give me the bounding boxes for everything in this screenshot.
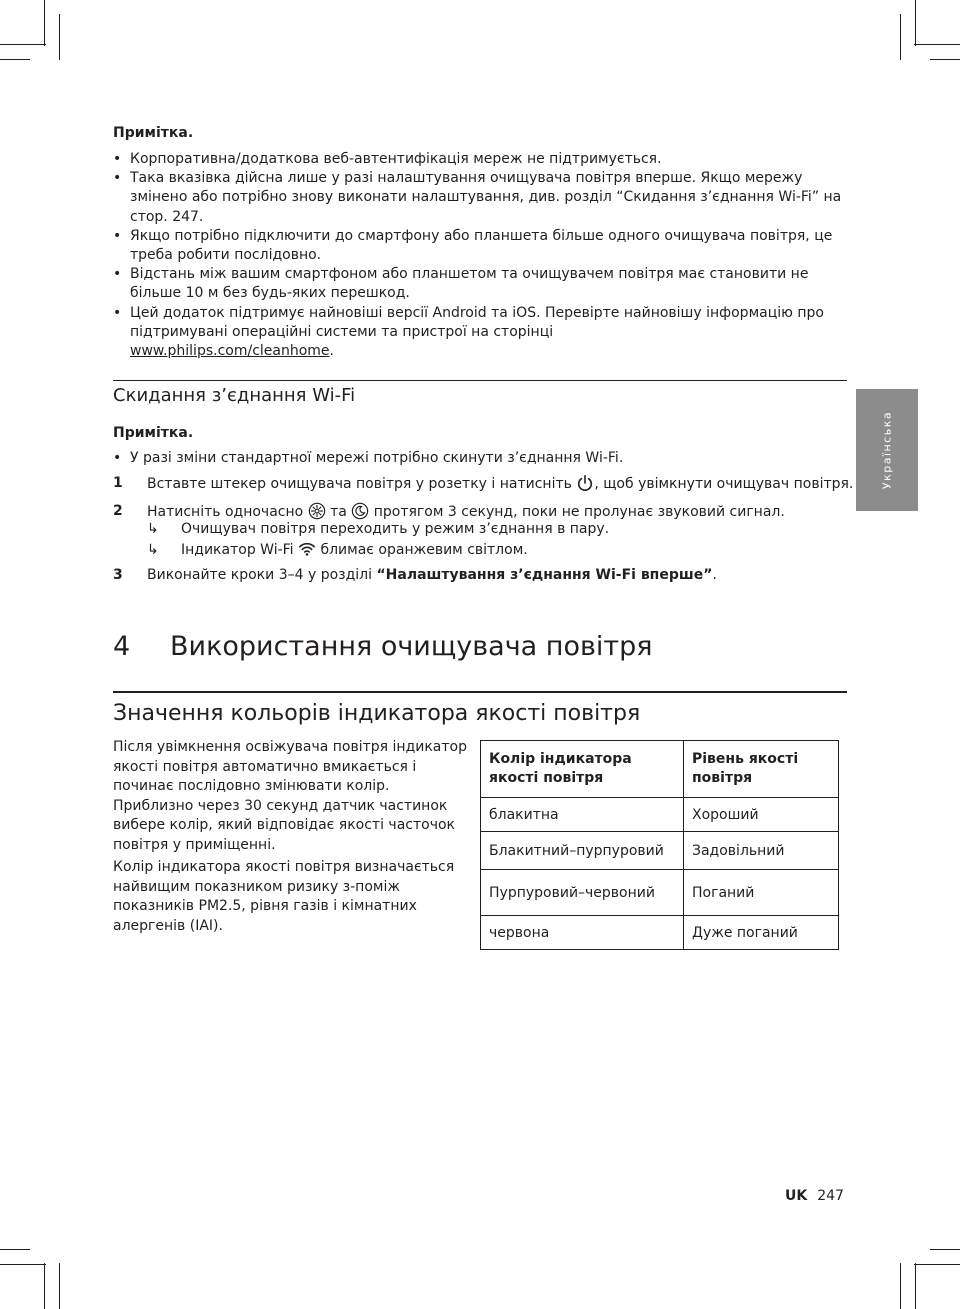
page-footer — [785, 1188, 844, 1204]
wifi-icon — [298, 540, 316, 558]
list-item-text: Цей додаток підтримує найновіші версії Android та iOS. Перевірте найновішу інформацію про підтримувані операційні системи та пристрої на сторінці — [130, 304, 824, 340]
step-text — [147, 566, 717, 585]
crop-mark — [0, 1264, 46, 1265]
note-label: Примітка. — [113, 125, 194, 141]
crop-mark — [0, 59, 30, 60]
link-suffix: . — [329, 343, 334, 360]
step-2-result — [147, 521, 609, 537]
crop-mark — [915, 0, 916, 46]
power-icon — [576, 474, 594, 492]
table-header: Колір індикатора якості повітря — [481, 741, 684, 798]
list-item: • Корпоративна/додаткова веб-автентифікація мереж не підтримується. — [113, 150, 847, 169]
language-code: UK — [785, 1188, 808, 1204]
crop-mark — [44, 0, 45, 46]
paragraph: Після увімкнення освіжувача повітря індикатор якості повітря автоматично вмикається і починає послідовно змінювати колір. Приблизно через 30 секунд датчик частинок вибере колір, який відповідає якості часточок повітря у приміщенні. — [113, 739, 467, 853]
section-divider — [113, 380, 847, 381]
step-text-middle: та — [325, 504, 352, 520]
result-arrow-icon: ↳ — [147, 542, 159, 558]
step-2-result — [147, 540, 528, 558]
crop-mark — [900, 14, 901, 60]
paragraph: Колір індикатора якості повітря визначається найвищим показником ризику з-поміж показників PM2.5, рівня газів і кімнатних алергенів (IAI). — [113, 859, 455, 934]
auto-mode-icon — [308, 502, 326, 520]
step-text-before: Вставте штекер очищувача повітря у розетку і натисніть — [147, 476, 577, 492]
crop-mark — [59, 14, 60, 60]
page-number: 247 — [817, 1188, 844, 1204]
crop-mark — [914, 1264, 960, 1265]
step-text — [147, 502, 785, 522]
table-cell: Хороший — [684, 798, 839, 832]
section-title: Значення кольорів індикатора якості повітря — [113, 701, 641, 726]
table-cell: Блакитний–пурпуровий — [481, 832, 684, 870]
step-text-after: . — [712, 567, 717, 583]
crop-mark — [915, 1263, 916, 1309]
note-label: Примітка. — [113, 425, 194, 441]
crop-mark — [930, 59, 960, 60]
table-row — [481, 832, 839, 870]
chapter-number: 4 — [113, 631, 131, 662]
list-item: • Відстань між вашим смартфоном або планшетом та очищувачем повітря має становити не більше 10 м без будь-яких перешкод. — [113, 265, 847, 303]
crop-mark — [930, 1249, 960, 1250]
step-number: 1 — [113, 475, 123, 491]
language-tab-label: Українська — [880, 410, 894, 490]
table-header-row — [481, 741, 839, 798]
note-list — [113, 150, 847, 361]
crop-mark — [59, 1263, 60, 1309]
result-text-after: блимає оранжевим світлом. — [316, 542, 528, 558]
crop-mark — [44, 1263, 45, 1309]
table-row — [481, 870, 839, 916]
step-text-after: протягом 3 секунд, поки не пролунає звуковий сигнал. — [369, 504, 785, 520]
table-cell: Дуже поганий — [684, 916, 839, 950]
table-cell: Пурпуровий–червоний — [481, 870, 684, 916]
section-title: Скидання з’єднання Wi-Fi — [113, 385, 356, 406]
list-item: • Така вказівка дійсна лише у разі налаштування очищувача повітря вперше. Якщо мережу змінено або потрібно знову виконати налаштування, див. розділ “Скидання з’єднання Wi-Fi” на стор. 247. — [113, 169, 847, 227]
crop-mark — [0, 44, 46, 45]
table-row — [481, 798, 839, 832]
language-tab — [856, 389, 918, 511]
sleep-mode-icon — [351, 502, 369, 520]
crop-mark — [0, 1249, 30, 1250]
table-cell: червона — [481, 916, 684, 950]
step-text-after: , щоб увімкнути очищувач повітря. — [594, 476, 854, 492]
section-divider — [113, 691, 847, 693]
step-text-before: Натисніть одночасно — [147, 504, 308, 520]
table-cell: Задовільний — [684, 832, 839, 870]
chapter-title: Використання очищувача повітря — [170, 631, 653, 662]
result-text: Очищувач повітря переходить у режим з’єднання в пару. — [181, 521, 610, 537]
result-arrow-icon: ↳ — [147, 521, 159, 537]
step-number: 2 — [113, 503, 123, 519]
note-list — [113, 449, 847, 468]
table-header: Рівень якості повітря — [684, 741, 839, 798]
chapter-heading — [113, 631, 653, 662]
step-text — [147, 474, 853, 494]
cleanhome-link[interactable]: www.philips.com/cleanhome — [130, 343, 330, 360]
crop-mark — [900, 1263, 901, 1309]
list-item: • Якщо потрібно підключити до смартфону або планшета більше одного очищувача повітря, це треба робити послідовно. — [113, 227, 847, 265]
table-row — [481, 916, 839, 950]
step-number: 3 — [113, 567, 123, 583]
list-item: • У разі зміни стандартної мережі потрібно скинути з’єднання Wi-Fi. — [113, 449, 847, 468]
air-quality-table — [480, 740, 839, 950]
crop-mark — [914, 44, 960, 45]
list-item — [113, 304, 847, 362]
table-cell: Поганий — [684, 870, 839, 916]
section-reference: “Налаштування з’єднання Wi-Fi вперше” — [376, 567, 713, 583]
result-text-before: Індикатор Wi-Fi — [181, 542, 299, 558]
table-cell: блакитна — [481, 798, 684, 832]
step-text-before: Виконайте кроки 3–4 у розділі — [147, 567, 377, 583]
